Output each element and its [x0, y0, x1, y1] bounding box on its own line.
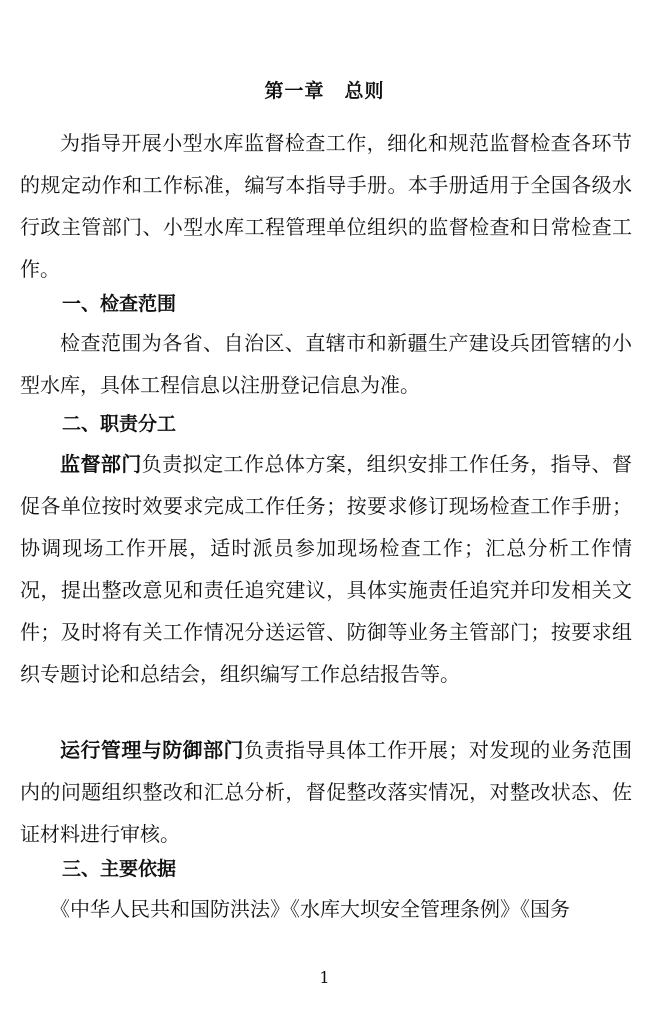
operation-dept-label: 运行管理与防御部门 — [60, 738, 244, 762]
supervision-dept-text: 负责拟定工作总体方案，组织安排工作任务，指导、督促各单位按时效要求完成工作任务；按要求修订现场检查工作手册；协调现场工作开展，适时派员参加现场检查工作；汇总分析工作情况，提出整改意见和责任追究建议，具体实施责任追究并印发相关文件；及时将有关工作情况分送运管、防御等业务主管部门；按要求组织专题讨论和总结会，组织编写工作总结报告等。 — [20, 452, 633, 686]
basis-paragraph: 《中华人民共和国防洪法》《水库大坝安全管理条例》《国务 — [50, 897, 570, 921]
section-heading-responsibilities: 二、职责分工 — [62, 413, 177, 435]
supervision-dept-label: 监督部门 — [60, 452, 142, 476]
scope-paragraph: 检查范围为各省、自治区、直辖市和新疆生产建设兵团管辖的小型水库，具体工程信息以注册登记信息为准。 — [20, 331, 632, 397]
chapter-title: 第一章 总则 — [264, 80, 385, 102]
operation-dept-text: 负责指导具体工作开展；对发现的业务范围内的问题组织整改和汇总分析，督促整改落实情况，对整改状态、佐证材料进行审核。 — [20, 738, 632, 846]
section-heading-basis: 三、主要依据 — [62, 858, 177, 880]
section-heading-scope: 一、检查范围 — [62, 293, 177, 315]
page-number: 1 — [319, 968, 330, 987]
operation-dept-paragraph — [20, 729, 632, 855]
supervision-dept-paragraph — [20, 443, 632, 695]
intro-paragraph: 为指导开展小型水库监督检查工作，细化和规范监督检查各环节的规定动作和工作标准，编写本指导手册。本手册适用于全国各级水行政主管部门、小型水库工程管理单位组织的监督检查和日常检查工作。 — [20, 131, 632, 281]
